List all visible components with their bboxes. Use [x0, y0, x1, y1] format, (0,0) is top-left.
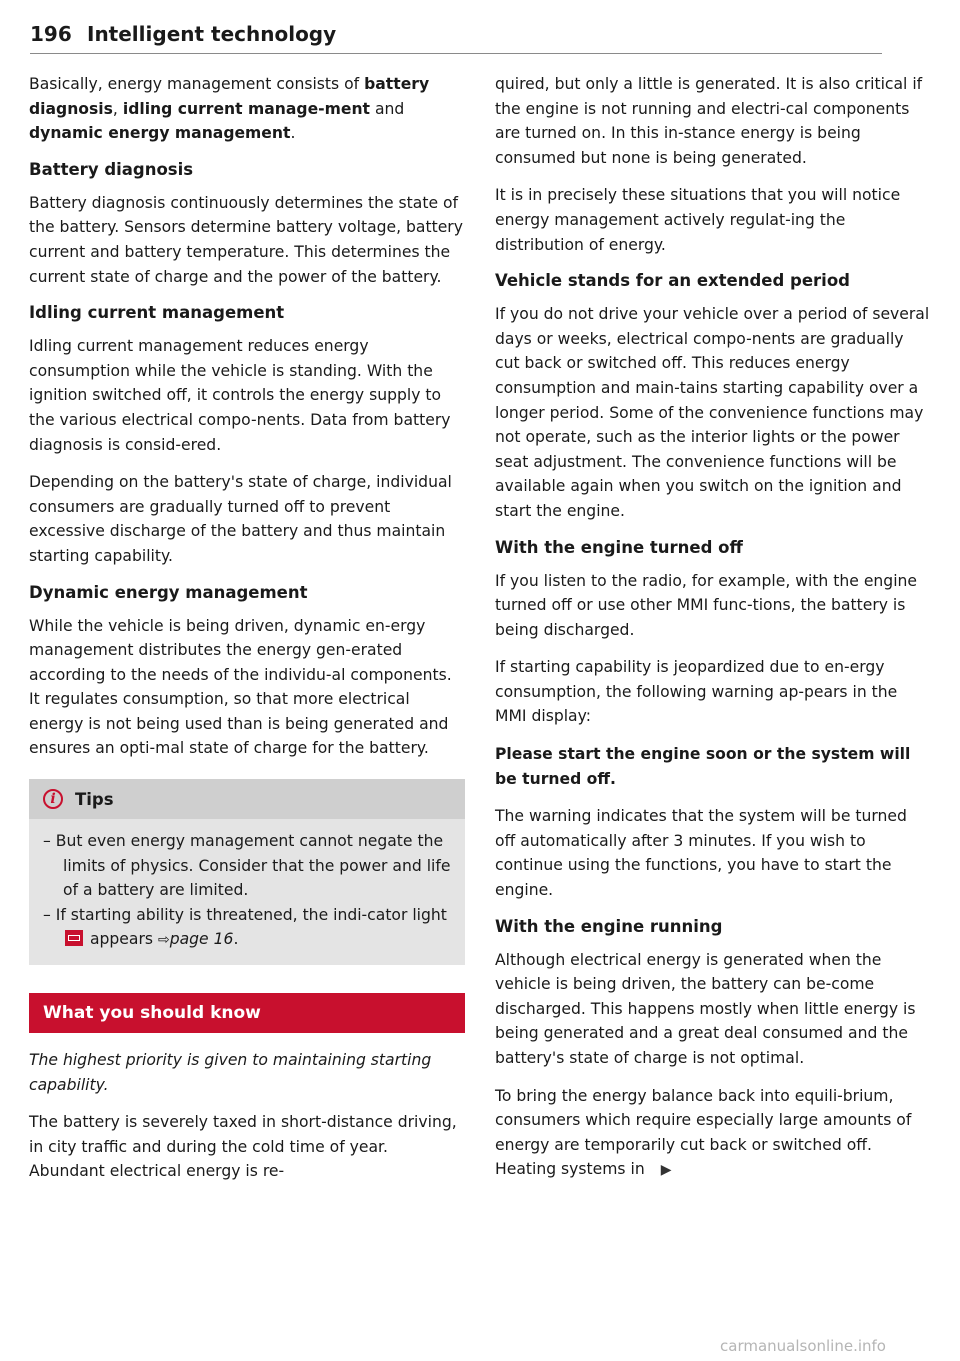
tip-text: appears [85, 930, 158, 949]
heading-vehicle-stands: Vehicle stands for an extended period [495, 271, 850, 291]
header-divider [30, 53, 882, 54]
banner-intro: The highest priority is given to maintaining starting capability. [29, 1051, 432, 1094]
term-idling-current: idling current manage-ment [122, 99, 371, 118]
paragraph-dynamic: While the vehicle is being driven, dynamic en-ergy management distributes the energy gen-erated according to the needs of the individu-al components. It regulates consumption, so that more electrical energy is not being used than is being generated and ensures an opti-mal state of charge for the battery. [29, 616, 452, 758]
tip-text: – If starting ability is threatened, the indi-cator light [43, 905, 447, 924]
heading-battery-diagnosis: Battery diagnosis [29, 159, 194, 179]
paragraph-continued: quired, but only a little is generated. It is also critical if the engine is not running and electri-cal components are turned on. In this in-stance energy is being consumed but none is being generated. [495, 75, 923, 167]
continue-arrow-icon: ▶ [660, 1162, 672, 1179]
tips-title: Tips [75, 789, 114, 809]
page-reference-link[interactable]: page 16 [169, 930, 234, 949]
paragraph-text: To bring the energy balance back into equili-brium, consumers which require especially large amounts of energy are temporarily cut back or switched off. Heating systems in [495, 1086, 912, 1179]
left-column [29, 72, 465, 1197]
intro-sep: , [112, 99, 123, 118]
section-banner: What you should know [29, 993, 465, 1033]
watermark: carmanualsonline.info [720, 1337, 886, 1355]
heading-engine-running: With the engine running [495, 916, 723, 936]
paragraph-engine-off-2: If starting capability is jeopardized due to en-ergy consumption, the following warning ap-pears in the MMI display: [495, 658, 898, 726]
page-header [30, 22, 882, 54]
tips-box [29, 779, 465, 965]
arrow-right-icon: ⇨ [157, 932, 170, 949]
paragraph-vehicle-stands: If you do not drive your vehicle over a period of several days or weeks, electrical compo-nents are gradually cut back or switched off. This reduces energy consumption and main-tains starting capability over a longer period. Some of the convenience functions may not operate, such as the interior lights or the power seat adjustment. The convenience functions will be available again when you switch on the ignition and start the engine. [495, 305, 930, 520]
heading-engine-off: With the engine turned off [495, 537, 743, 557]
paragraph-idling-2: Depending on the battery's state of charge, individual consumers are gradually turned off to prevent excessive discharge of the battery and thus maintain starting capability. [29, 473, 452, 565]
paragraph-engine-running-1: Although electrical energy is generated when the vehicle is being driven, the battery can be-come discharged. This happens mostly when little energy is being generated and a great deal consumed and the battery's state of charge is not optimal. [495, 950, 916, 1067]
tips-list [29, 829, 465, 953]
section-title: Intelligent technology [87, 22, 337, 46]
paragraph-precise: It is in precisely these situations that you will notice energy management actively regulat-ing the distribution of energy. [495, 186, 901, 254]
battery-warning-icon [65, 930, 83, 946]
intro-end: . [290, 124, 296, 143]
tip-item: – But even energy management cannot negate the limits of physics. Consider that the power and life of a battery are limited. [43, 832, 451, 900]
paragraph-engine-off-3: The warning indicates that the system will be turned off automatically after 3 minutes. If you wish to continue using the functions, you have to start the engine. [495, 807, 907, 900]
info-icon: i [43, 789, 63, 809]
page-number: 196 [30, 22, 72, 46]
tip-item [43, 903, 451, 953]
paragraph-idling-1: Idling current management reduces energy consumption while the vehicle is standing. With the ignition switched off, it controls the energy supply to the various electrical compo-nents. Data from battery diagnosis is consid-ered. [29, 337, 451, 454]
mmi-warning-message: Please start the engine soon or the system will be turned off. [495, 745, 911, 788]
paragraph-engine-off-1: If you listen to the radio, for example, with the engine turned off or use other MMI func-tions, the battery is being discharged. [495, 571, 918, 639]
tip-end: . [233, 930, 239, 949]
term-battery-diagnosis: battery diagnosis [29, 75, 430, 118]
right-column [495, 72, 931, 1196]
paragraph-engine-running-2 [495, 1084, 931, 1183]
intro-paragraph [29, 72, 465, 146]
intro-sep: and [370, 99, 405, 118]
intro-text: Basically, energy management consists of [29, 75, 365, 93]
heading-idling-current: Idling current management [29, 303, 285, 323]
tips-header [29, 779, 465, 819]
term-dynamic-energy: dynamic energy management [29, 124, 291, 143]
paragraph-battery-diagnosis: Battery diagnosis continuously determines the state of the battery. Sensors determine battery voltage, battery current and battery temperature. This determines the current state of charge and the power of the battery. [29, 193, 463, 286]
paragraph-taxed: The battery is severely taxed in short-distance driving, in city traffic and during the cold time of year. Abundant electrical energy is re- [29, 1113, 457, 1181]
heading-dynamic-energy: Dynamic energy management [29, 582, 308, 602]
